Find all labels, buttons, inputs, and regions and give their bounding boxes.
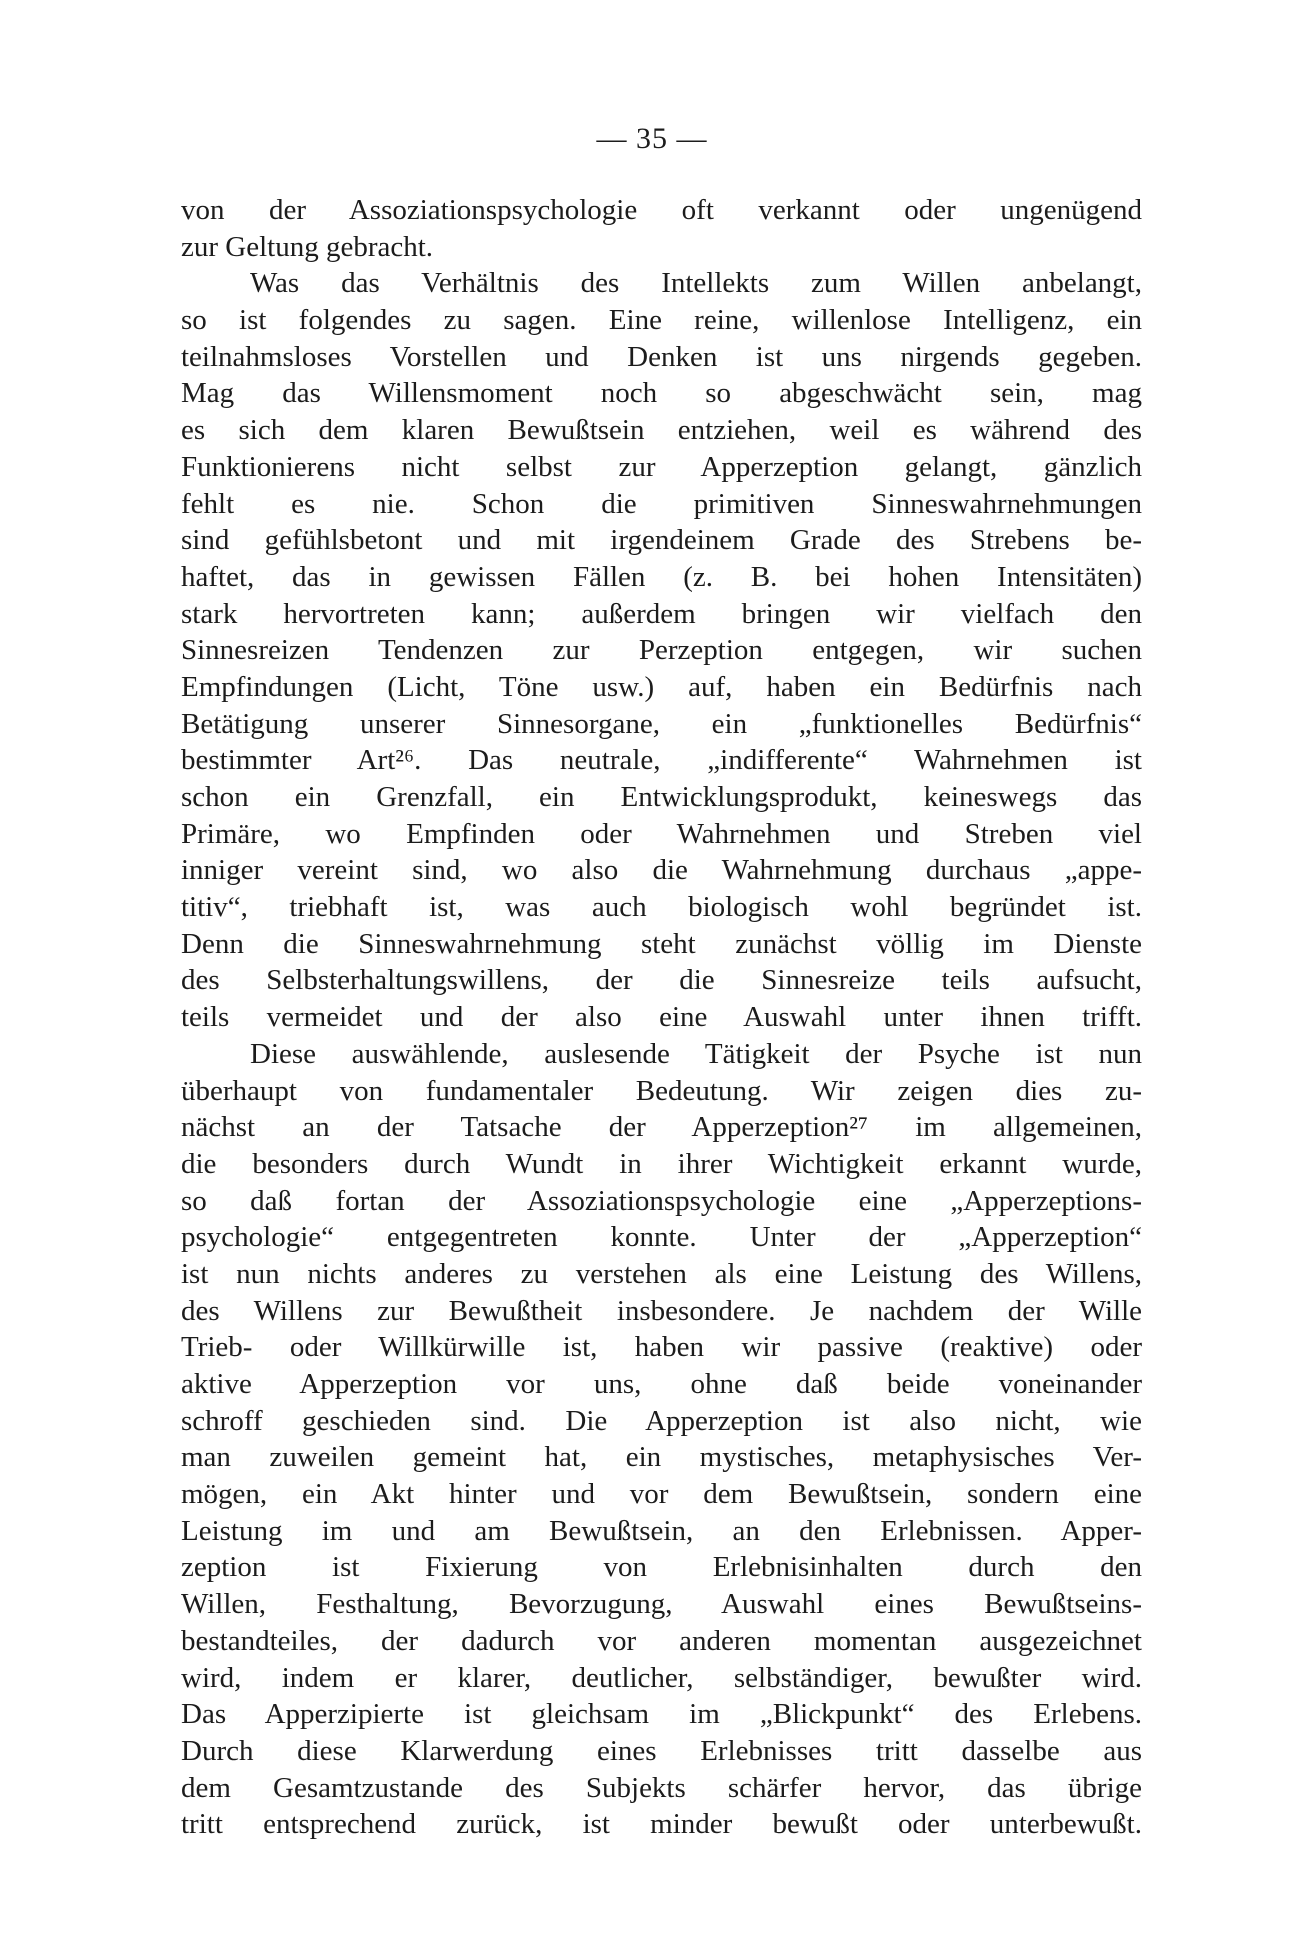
text-line: tritt entsprechend zurück, ist minder bewußt oder unterbewußt.: [181, 1808, 1142, 1841]
text-line: zur Geltung gebracht.: [181, 230, 434, 263]
text-line: Willen, Festhaltung, Bevorzugung, Auswahl eines Bewußtseins-: [181, 1588, 1142, 1621]
text-line: zeption ist Fixierung von Erlebnisinhalten durch den: [181, 1551, 1142, 1584]
text-line: bestandteiles, der dadurch vor anderen momentan ausgezeichnet: [181, 1624, 1142, 1657]
text-line: schon ein Grenzfall, ein Entwicklungsprodukt, keineswegs das: [181, 781, 1142, 813]
text-line: mögen, ein Akt hinter und vor dem Bewußtsein, sondern eine: [181, 1478, 1142, 1511]
text-line: Funktionierens nicht selbst zur Apperzeption gelangt, gänzlich: [181, 450, 1142, 483]
text-line: überhaupt von fundamentaler Bedeutung. Wir zeigen dies zu-: [181, 1074, 1142, 1107]
text-line: es sich dem klaren Bewußtsein entziehen, weil es während des: [181, 414, 1142, 447]
text-line: fehlt es nie. Schon die primitiven Sinneswahrnehmungen: [181, 487, 1142, 520]
text-line: wird, indem er klarer, deutlicher, selbständiger, bewußter wird.: [181, 1661, 1142, 1694]
text-line: Primäre, wo Empfinden oder Wahrnehmen und Streben viel: [181, 817, 1142, 850]
text-line: stark hervortreten kann; außerdem bringen wir vielfach den: [181, 597, 1142, 630]
text-line: Empfindungen (Licht, Töne usw.) auf, haben ein Bedürfnis nach: [181, 670, 1142, 703]
text-line: des Selbsterhaltungswillens, der die Sinnesreize teils aufsucht,: [181, 964, 1142, 997]
text-line: dem Gesamtzustande des Subjekts schärfer hervor, das übrige: [181, 1771, 1142, 1804]
text-line: teils vermeidet und der also eine Auswahl unter ihnen trifft.: [181, 1001, 1142, 1034]
text-line: Diese auswählende, auslesende Tätigkeit der Psyche ist nun: [250, 1037, 1142, 1070]
text-line: so ist folgendes zu sagen. Eine reine, willenlose Intelligenz, ein: [181, 304, 1142, 337]
text-line: titiv“, triebhaft ist, was auch biologisch wohl begründet ist.: [181, 891, 1142, 924]
text-line: nächst an der Tatsache der Apperzeption²⁷ im allgemeinen,: [181, 1111, 1142, 1144]
text-line: bestimmter Art²⁶. Das neutrale, „indifferente“ Wahrnehmen ist: [181, 744, 1142, 777]
text-line: psychologie“ entgegentreten konnte. Unter der „Apperzeption“: [181, 1221, 1142, 1254]
text-line: Durch diese Klarwerdung eines Erlebnisses tritt dasselbe aus: [181, 1734, 1142, 1767]
text-line: Leistung im und am Bewußtsein, an den Erlebnissen. Apper-: [181, 1514, 1142, 1547]
text-line: ist nun nichts anderes zu verstehen als eine Leistung des Willens,: [181, 1257, 1142, 1290]
text-line: schroff geschieden sind. Die Apperzeption ist also nicht, wie: [181, 1404, 1142, 1437]
text-line: Was das Verhältnis des Intellekts zum Willen anbelangt,: [250, 267, 1142, 300]
text-line: Denn die Sinneswahrnehmung steht zunächst völlig im Dienste: [181, 927, 1142, 960]
text-line: Betätigung unserer Sinnesorgane, ein „funktionelles Bedürfnis“: [181, 707, 1142, 740]
text-line: die besonders durch Wundt in ihrer Wichtigkeit erkannt wurde,: [181, 1147, 1142, 1180]
text-line: sind gefühlsbetont und mit irgendeinem Grade des Strebens be-: [181, 524, 1142, 557]
text-line: Das Apperzipierte ist gleichsam im „Blickpunkt“ des Erlebens.: [181, 1698, 1142, 1731]
text-line: Mag das Willensmoment noch so abgeschwächt sein, mag: [181, 377, 1142, 410]
body-text: [181, 192, 1142, 1843]
text-line: Trieb- oder Willkürwille ist, haben wir passive (reaktive) oder: [181, 1331, 1142, 1364]
text-line: man zuweilen gemeint hat, ein mystisches, metaphysisches Ver-: [181, 1441, 1142, 1474]
page-number: — 35 —: [596, 122, 708, 155]
text-line: haftet, das in gewissen Fällen (z. B. bei hohen Intensitäten): [181, 560, 1142, 593]
text-line: aktive Apperzeption vor uns, ohne daß beide voneinander: [181, 1368, 1142, 1400]
text-line: inniger vereint sind, wo also die Wahrnehmung durchaus „appe-: [181, 854, 1142, 887]
text-line: Sinnesreizen Tendenzen zur Perzeption entgegen, wir suchen: [181, 634, 1142, 667]
text-line: teilnahmsloses Vorstellen und Denken ist uns nirgends gegeben.: [181, 340, 1142, 373]
text-line: von der Assoziationspsychologie oft verkannt oder ungenügend: [181, 194, 1142, 226]
text-line: so daß fortan der Assoziationspsychologie eine „Apperzeptions-: [181, 1184, 1142, 1217]
text-line: des Willens zur Bewußtheit insbesondere. Je nachdem der Wille: [181, 1294, 1142, 1327]
